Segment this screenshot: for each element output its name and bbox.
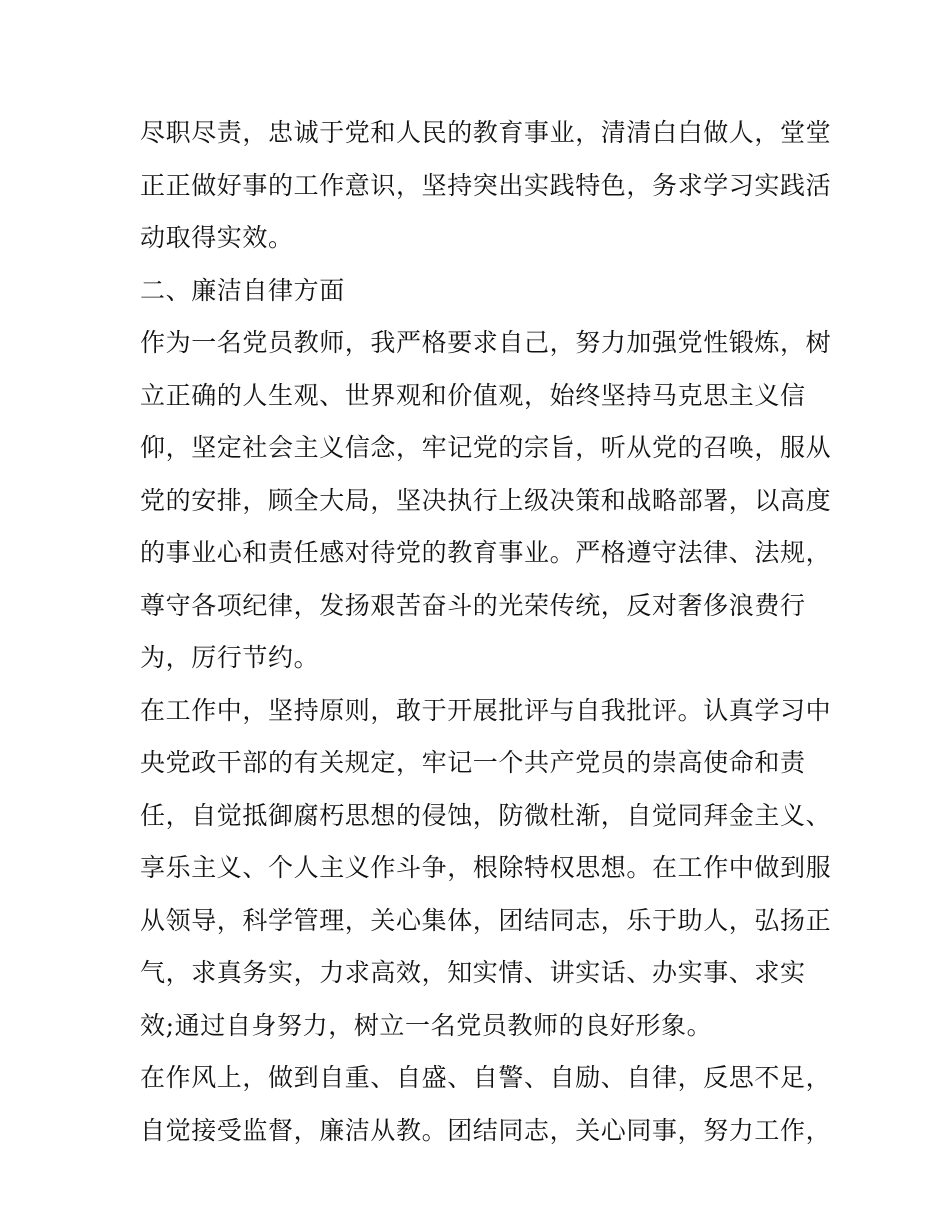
text-line: 立正确的人生观、世界观和价值观，始终坚持马克思主义信 (140, 380, 806, 410)
text-line: 效;通过自身努力，树立一名党员教师的良好形象。 (140, 1010, 713, 1040)
text-line: 作为一名党员教师，我严格要求自己，努力加强党性锻炼，树 (140, 328, 832, 357)
text-line: 为，厉行节约。 (140, 643, 320, 672)
text-line: 的事业心和责任感对待党的教育事业。严格遵守法律、法规， (140, 538, 832, 567)
text-line: 仰，坚定社会主义信念，牢记党的宗旨，听从党的召唤，服从 (140, 433, 832, 462)
text-line: 正正做好事的工作意识，坚持突出实践特色，务求学习实践活 (140, 170, 832, 200)
text-line: 享乐主义、个人主义作斗争，根除特权思想。在工作中做到服 (140, 853, 832, 882)
text-line: 尊守各项纪律，发扬艰苦奋斗的光荣传统，反对奢侈浪费行 (140, 590, 806, 620)
text-line: 任，自觉抵御腐朽思想的侵蚀，防微杜渐，自觉同拜金主义、 (140, 800, 832, 830)
section-heading: 二、廉洁自律方面 (140, 275, 345, 305)
text-line: 央党政干部的有关规定，牢记一个共产党员的崇高使命和责 (140, 748, 806, 777)
text-line: 气，求真务实，力求高效，知实情、讲实话、办实事、求实 (140, 958, 806, 987)
text-line: 尽职尽责，忠诚于党和人民的教育事业，清清白白做人，堂堂 (140, 118, 832, 147)
text-line: 在工作中，坚持原则，敢于开展批评与自我批评。认真学习中 (140, 695, 832, 725)
text-line: 在作风上，做到自重、自盛、自警、自励、自律，反思不足， (140, 1063, 832, 1092)
text-line: 党的安排，顾全大局，坚决执行上级决策和战略部署，以高度 (140, 485, 832, 515)
text-line: 自觉接受监督，廉洁从教。团结同志，关心同事，努力工作， (140, 1115, 832, 1145)
document-body (140, 107, 832, 1157)
text-line: 从领导，科学管理，关心集体，团结同志，乐于助人，弘扬正 (140, 905, 832, 935)
text-line: 动取得实效。 (140, 223, 294, 252)
